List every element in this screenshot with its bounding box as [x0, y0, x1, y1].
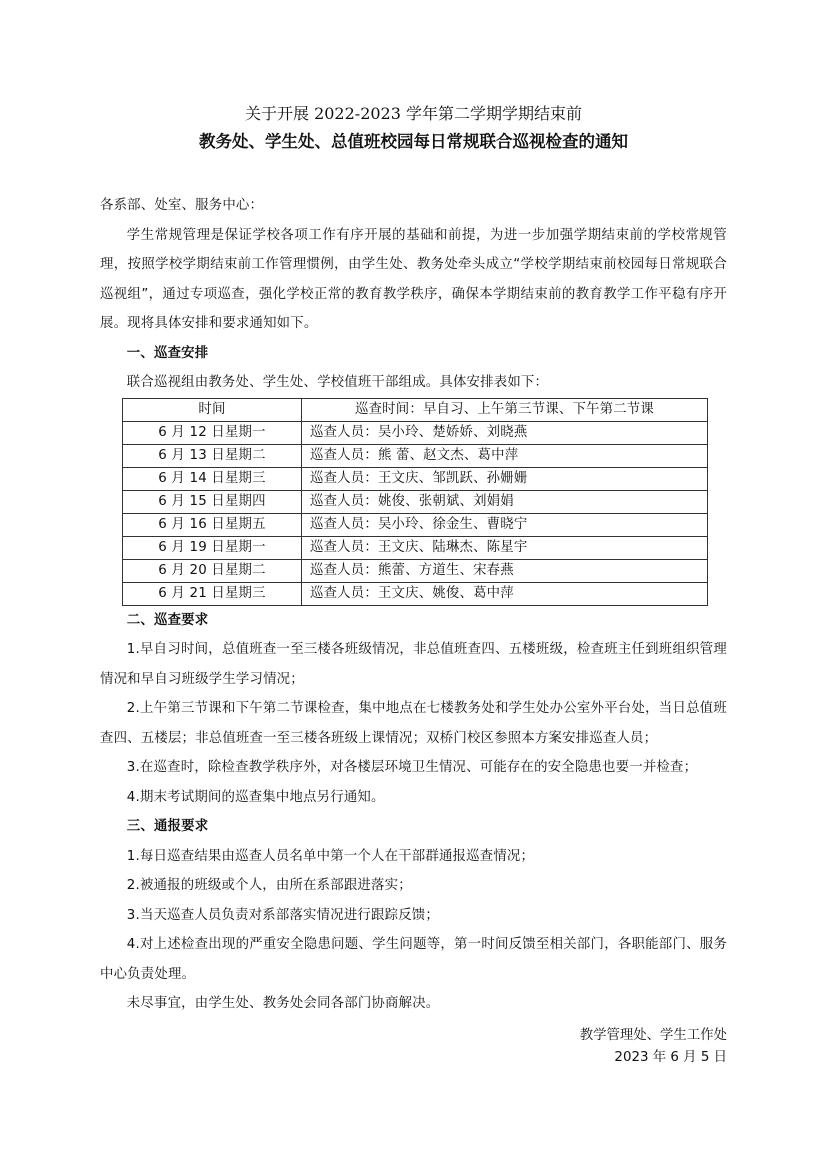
section-3-item: 2.被通报的班级或个人，由所在系部跟进落实；	[126, 878, 412, 893]
section-1-heading: 一、巡查安排	[126, 345, 209, 361]
section-2-item: 1.早自习时间，总值班查一至三楼各班级情况，非总值班查四、五楼班级，检查班主任到班组织管理情况和早自习班级学生学习情况；	[100, 642, 727, 687]
table-row	[123, 582, 708, 605]
table-cell-date: 6 月 20 日星期二	[123, 559, 302, 582]
table-cell-staff: 巡查人员：王文庆、姚俊、葛中萍	[302, 582, 708, 605]
table-row	[123, 490, 708, 513]
section-2-item: 3.在巡查时，除检查教学秩序外，对各楼层环境卫生情况、可能存在的安全隐患也要一并检查；	[126, 760, 698, 775]
schedule-table	[122, 398, 708, 606]
intro-paragraph: 学生常规管理是保证学校各项工作有序开展的基础和前提，为进一步加强学期结束前的学校常规管理，按照学校学期结束前工作管理惯例，由学生处、教务处牵头成立“学校学期结束前校园每日常规联合巡视组”，通过专项巡查，强化学校正常的教育教学秩序，确保本学期结束前的教育教学工作平稳有序开展。现将具体安排和要求通知如下。	[100, 227, 727, 331]
table-header-staff: 巡查时间：早自习、上午第三节课、下午第二节课	[302, 398, 708, 421]
table-row	[123, 467, 708, 490]
table-row	[123, 444, 708, 467]
signature-org: 教学管理处、学生工作处	[579, 1027, 727, 1043]
table-cell-date: 6 月 21 日星期三	[123, 582, 302, 605]
table-header-time: 时间	[123, 398, 302, 421]
title-line-2: 教务处、学生处、总值班校园每日常规联合巡视检查的通知	[199, 132, 628, 151]
table-cell-staff: 巡查人员：王文庆、陆琳杰、陈星宇	[302, 536, 708, 559]
table-cell-date: 6 月 15 日星期四	[123, 490, 302, 513]
section-2-heading: 二、巡查要求	[126, 612, 209, 628]
section-3-item: 1.每日巡查结果由巡查人员名单中第一个人在干部群通报巡查情况；	[126, 848, 535, 864]
document-body	[100, 191, 727, 1019]
table-cell-staff: 巡查人员：熊 蕾、赵文杰、葛中萍	[302, 444, 708, 467]
section-3-item: 3.当天巡查人员负责对系部落实情况进行跟踪反馈；	[126, 907, 439, 923]
table-cell-staff: 巡查人员：姚俊、张朝斌、刘娟娟	[302, 490, 708, 513]
table-cell-staff: 巡查人员：吴小玲、楚娇娇、刘晓燕	[302, 421, 708, 444]
table-cell-staff: 巡查人员：熊蕾、方道生、宋春燕	[302, 559, 708, 582]
section-3-item: 4.对上述检查出现的严重安全隐患问题、学生问题等，第一时间反馈至相关部门，各职能部门、服务中心负责处理。	[100, 937, 727, 982]
signature-date: 2023 年 6 月 5 日	[614, 1049, 727, 1065]
table-cell-date: 6 月 16 日星期五	[123, 513, 302, 536]
section-2-item: 2.上午第三节课和下午第二节课检查，集中地点在七楼教务处和学生处办公室外平台处，当日总值班查四、五楼层；非总值班查一至三楼各班级上课情况；双桥门校区参照本方案安排巡查人员；	[100, 701, 727, 746]
table-row	[123, 536, 708, 559]
table-cell-date: 6 月 19 日星期一	[123, 536, 302, 559]
table-cell-staff: 巡查人员：吴小玲、徐金生、曹晓宁	[302, 513, 708, 536]
table-cell-date: 6 月 12 日星期一	[123, 421, 302, 444]
greeting: 各系部、处室、服务中心：	[100, 198, 264, 213]
table-row	[123, 559, 708, 582]
section-1-text: 联合巡视组由教务处、学生处、学校值班干部组成。具体安排表如下：	[126, 375, 549, 390]
table-cell-date: 6 月 14 日星期三	[123, 467, 302, 490]
table-cell-date: 6 月 13 日星期二	[123, 444, 302, 467]
section-3-heading: 三、通报要求	[126, 819, 209, 834]
table-row	[123, 513, 708, 536]
title-line-1: 关于开展 2022-2023 学年第二学期学期结束前	[244, 104, 583, 123]
section-2-item: 4.期末考试期间的巡查集中地点另行通知。	[126, 789, 385, 805]
closing-paragraph: 未尽事宜，由学生处、教务处会同各部门协商解决。	[126, 996, 440, 1011]
signature-block	[100, 1025, 727, 1069]
table-row	[123, 421, 708, 444]
table-header-row	[123, 398, 708, 421]
table-cell-staff: 巡查人员：王文庆、邹凯跃、孙姗姗	[302, 467, 708, 490]
